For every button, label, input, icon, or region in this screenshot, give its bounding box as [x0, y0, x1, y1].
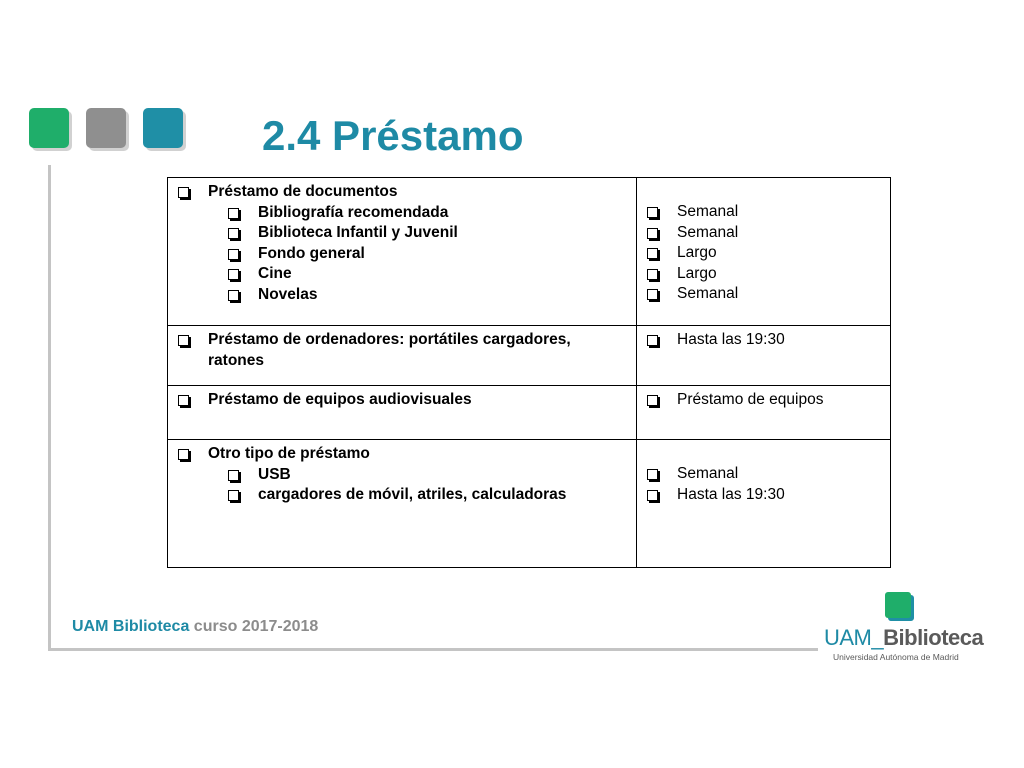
- checkbox-bullet-icon: [647, 269, 658, 280]
- checkbox-bullet-icon: [178, 395, 189, 406]
- table-row: [168, 326, 891, 386]
- list-item: Fondo general: [228, 244, 628, 265]
- checkbox-bullet-icon: [647, 395, 658, 406]
- loan-type-cell: [168, 326, 637, 386]
- checkbox-bullet-icon: [228, 269, 239, 280]
- checkbox-bullet-icon: [647, 248, 658, 259]
- decorative-squares: [29, 108, 183, 148]
- checkbox-bullet-icon: [178, 187, 189, 198]
- list-item: USB: [228, 465, 628, 486]
- loan-period-cell: [637, 386, 891, 440]
- checkbox-bullet-icon: [228, 490, 239, 501]
- loan-period-cell: [637, 178, 891, 326]
- logo-uam: UAM_: [824, 625, 884, 650]
- list-item: Largo: [647, 264, 882, 285]
- logo-subtitle: Universidad Autónoma de Madrid: [833, 652, 959, 662]
- logo-mark-icon: [885, 592, 911, 618]
- checkbox-bullet-icon: [228, 228, 239, 239]
- loan-type-cell: [168, 178, 637, 326]
- checkbox-bullet-icon: [647, 228, 658, 239]
- list-item: Novelas: [228, 285, 628, 306]
- grey-square-icon: [86, 108, 126, 148]
- checkbox-bullet-icon: [228, 290, 239, 301]
- footer-course: curso 2017-2018: [193, 618, 319, 635]
- list-item: Bibliografía recomendada: [228, 203, 628, 224]
- list-item: Préstamo de documentos: [178, 182, 628, 203]
- logo-biblioteca: Biblioteca: [883, 625, 984, 650]
- checkbox-bullet-icon: [647, 207, 658, 218]
- list-item: Hasta las 19:30: [647, 485, 882, 506]
- list-item: cargadores de móvil, atriles, calculadoras: [228, 485, 628, 506]
- list-item: Largo: [647, 243, 882, 264]
- teal-square-icon: [143, 108, 183, 148]
- list-item: Préstamo de ordenadores: portátiles cargadores, ratones: [178, 330, 628, 371]
- list-item: Semanal: [647, 464, 882, 485]
- slide-title: 2.4 Préstamo: [262, 112, 524, 159]
- table-row: [168, 440, 891, 568]
- list-item: Semanal: [647, 284, 882, 305]
- footer-org: UAM Biblioteca: [72, 618, 190, 635]
- list-item: Semanal: [647, 223, 882, 244]
- checkbox-bullet-icon: [647, 335, 658, 346]
- loan-type-cell: [168, 386, 637, 440]
- checkbox-bullet-icon: [647, 289, 658, 300]
- uam-biblioteca-logo: [822, 590, 982, 670]
- list-item: Cine: [228, 264, 628, 285]
- loan-table: [167, 177, 891, 568]
- loan-period-cell: [637, 326, 891, 386]
- list-item: Otro tipo de préstamo: [178, 444, 628, 465]
- checkbox-bullet-icon: [178, 335, 189, 346]
- checkbox-bullet-icon: [178, 449, 189, 460]
- list-item: Hasta las 19:30: [647, 330, 882, 351]
- loan-period-cell: [637, 440, 891, 568]
- table-row: [168, 178, 891, 326]
- checkbox-bullet-icon: [228, 249, 239, 260]
- loan-type-cell: [168, 440, 637, 568]
- checkbox-bullet-icon: [228, 208, 239, 219]
- checkbox-bullet-icon: [647, 469, 658, 480]
- logo-wordmark: [824, 626, 983, 650]
- list-item: Préstamo de equipos audiovisuales: [178, 390, 628, 411]
- list-item: Préstamo de equipos: [647, 390, 882, 411]
- green-square-icon: [29, 108, 69, 148]
- vertical-divider: [48, 165, 51, 650]
- checkbox-bullet-icon: [647, 490, 658, 501]
- footer: [72, 618, 318, 636]
- checkbox-bullet-icon: [228, 470, 239, 481]
- list-item: Semanal: [647, 202, 882, 223]
- list-item: Biblioteca Infantil y Juvenil: [228, 223, 628, 244]
- horizontal-divider: [48, 648, 818, 651]
- table-row: [168, 386, 891, 440]
